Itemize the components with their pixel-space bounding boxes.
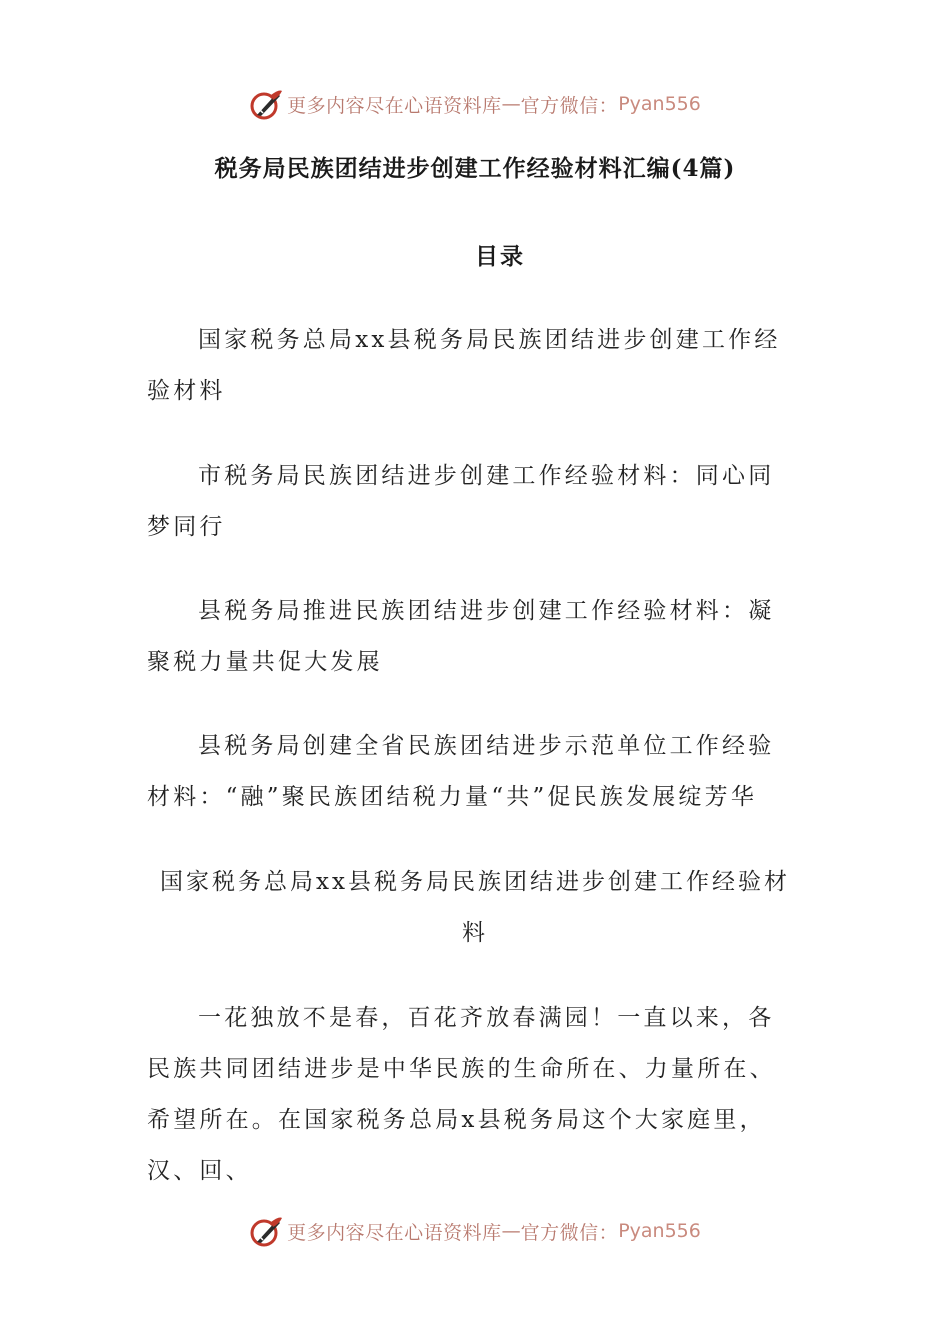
toc-item: 县税务局推进民族团结进步创建工作经验材料：凝聚税力量共促大发展 (147, 598, 775, 675)
banner-text: 更多内容尽在心语资料库 (287, 94, 502, 117)
banner-wechat-label: 官方微信： (520, 1221, 619, 1244)
banner-separator: — (501, 93, 521, 115)
banner-wechat-id: Pyan556 (618, 93, 701, 115)
banner-wechat-label: 官方微信： (520, 94, 619, 117)
toc-item: 国家税务总局xx县税务局民族团结进步创建工作经验材料 (147, 327, 781, 404)
quill-pen-logo-icon (249, 87, 283, 121)
document-title: 税务局民族团结进步创建工作经验材料汇编(4篇) (214, 155, 736, 182)
toc-item: 市税务局民族团结进步创建工作经验材料：同心同梦同行 (147, 463, 775, 540)
section-heading: 国家税务总局xx县税务局民族团结进步创建工作经验材料 (160, 869, 790, 946)
footer-banner (0, 1211, 950, 1251)
banner-text: 更多内容尽在心语资料库 (287, 1221, 502, 1244)
banner-wechat-id: Pyan556 (618, 1220, 701, 1242)
toc-item: 县税务局创建全省民族团结进步示范单位工作经验材料：“融”聚民族团结税力量“共”促民族发展绽芳华 (147, 733, 775, 810)
toc-heading: 目录 (475, 243, 525, 270)
banner-separator: — (501, 1220, 521, 1242)
body-paragraph: 一花独放不是春，百花齐放春满园！一直以来，各民族共同团结进步是中华民族的生命所在、力量所在、希望所在。在国家税务总局x县税务局这个大家庭里，汉、回、 (147, 1005, 776, 1184)
header-banner (0, 84, 950, 124)
quill-pen-logo-icon (249, 1214, 283, 1248)
